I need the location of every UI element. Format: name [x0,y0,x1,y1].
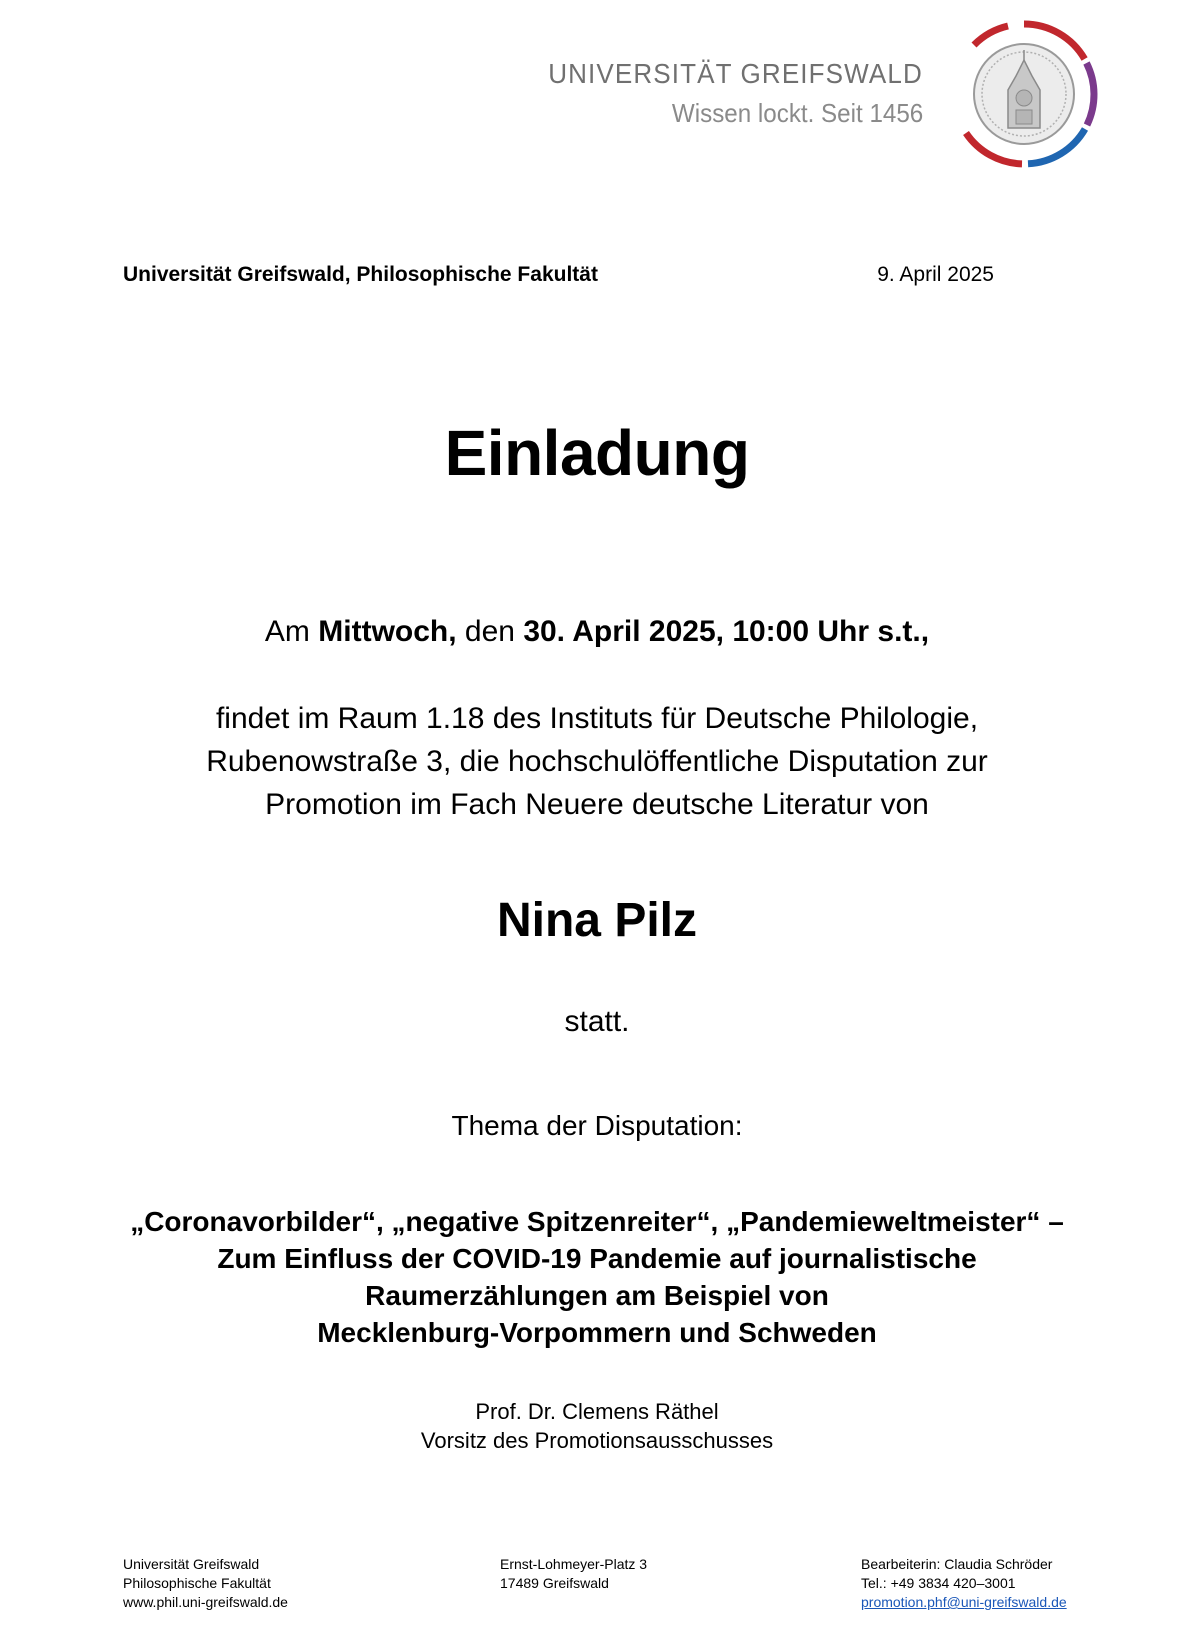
description-line: Rubenowstraße 3, die hochschulöffentliche Disputation zur [206,745,988,778]
description-line: findet im Raum 1.18 des Instituts für Deutsche Philologie, [215,702,979,735]
event-date-line [0,615,1194,649]
footer-line: Philosophische Fakultät [123,1575,271,1591]
topic-line: Zum Einfluss der COVID-19 Pandemie auf journalistische [217,1243,977,1274]
seal-ring-red-upper [974,26,1008,45]
date-line-datetime: 30. April 2025, 10:00 Uhr s.t., [523,615,930,648]
footer-column-institution [123,1555,288,1612]
date-line-weekday: Mittwoch, [318,615,457,648]
page-title: Einladung [444,417,750,489]
dissertation-topic [0,1203,1194,1351]
signature-block [0,1397,1194,1455]
footer-line: Tel.: +49 3834 420–3001 [861,1575,1016,1591]
footer-website[interactable]: www.phil.uni-greifswald.de [123,1594,288,1610]
seal-ring-purple [1087,63,1094,125]
university-logo-motto: Wissen lockt. Seit 1456 [671,98,923,128]
signature-role: Vorsitz des Promotionsausschusses [420,1428,774,1453]
topic-label: Thema der Disputation: [451,1110,743,1141]
date-line-den: den [456,615,524,648]
header-date: 9. April 2025 [877,263,994,286]
university-seal-logo [950,20,1098,168]
university-logo-name: UNIVERSITÄT GREIFSWALD [548,58,923,89]
candidate-name: Nina Pilz [496,894,698,947]
statt-text: statt. [564,1005,630,1038]
footer-email-link[interactable]: promotion.phf@uni-greifswald.de [861,1594,1067,1610]
header-institution: Universität Greifswald, Philosophische Fakultät [123,263,598,286]
topic-line: Mecklenburg-Vorpommern und Schweden [317,1317,877,1348]
footer-line: Universität Greifswald [123,1556,260,1572]
footer-column-address [500,1555,647,1593]
signature-name: Prof. Dr. Clemens Räthel [475,1399,719,1424]
footer-line: Ernst-Lohmeyer-Platz 3 [500,1556,648,1572]
footer-column-contact [861,1555,1067,1612]
event-description [0,697,1194,826]
topic-line: „Coronavorbilder“, „negative Spitzenreiter“, „Pandemieweltmeister“ – [130,1206,1064,1237]
description-line: Promotion im Fach Neuere deutsche Literatur von [265,788,929,821]
footer-line: 17489 Greifswald [500,1575,609,1591]
footer-line: Bearbeiterin: Claudia Schröder [861,1556,1053,1572]
date-line-prefix: Am [264,615,319,648]
topic-line: Raumerzählungen am Beispiel von [365,1280,829,1311]
